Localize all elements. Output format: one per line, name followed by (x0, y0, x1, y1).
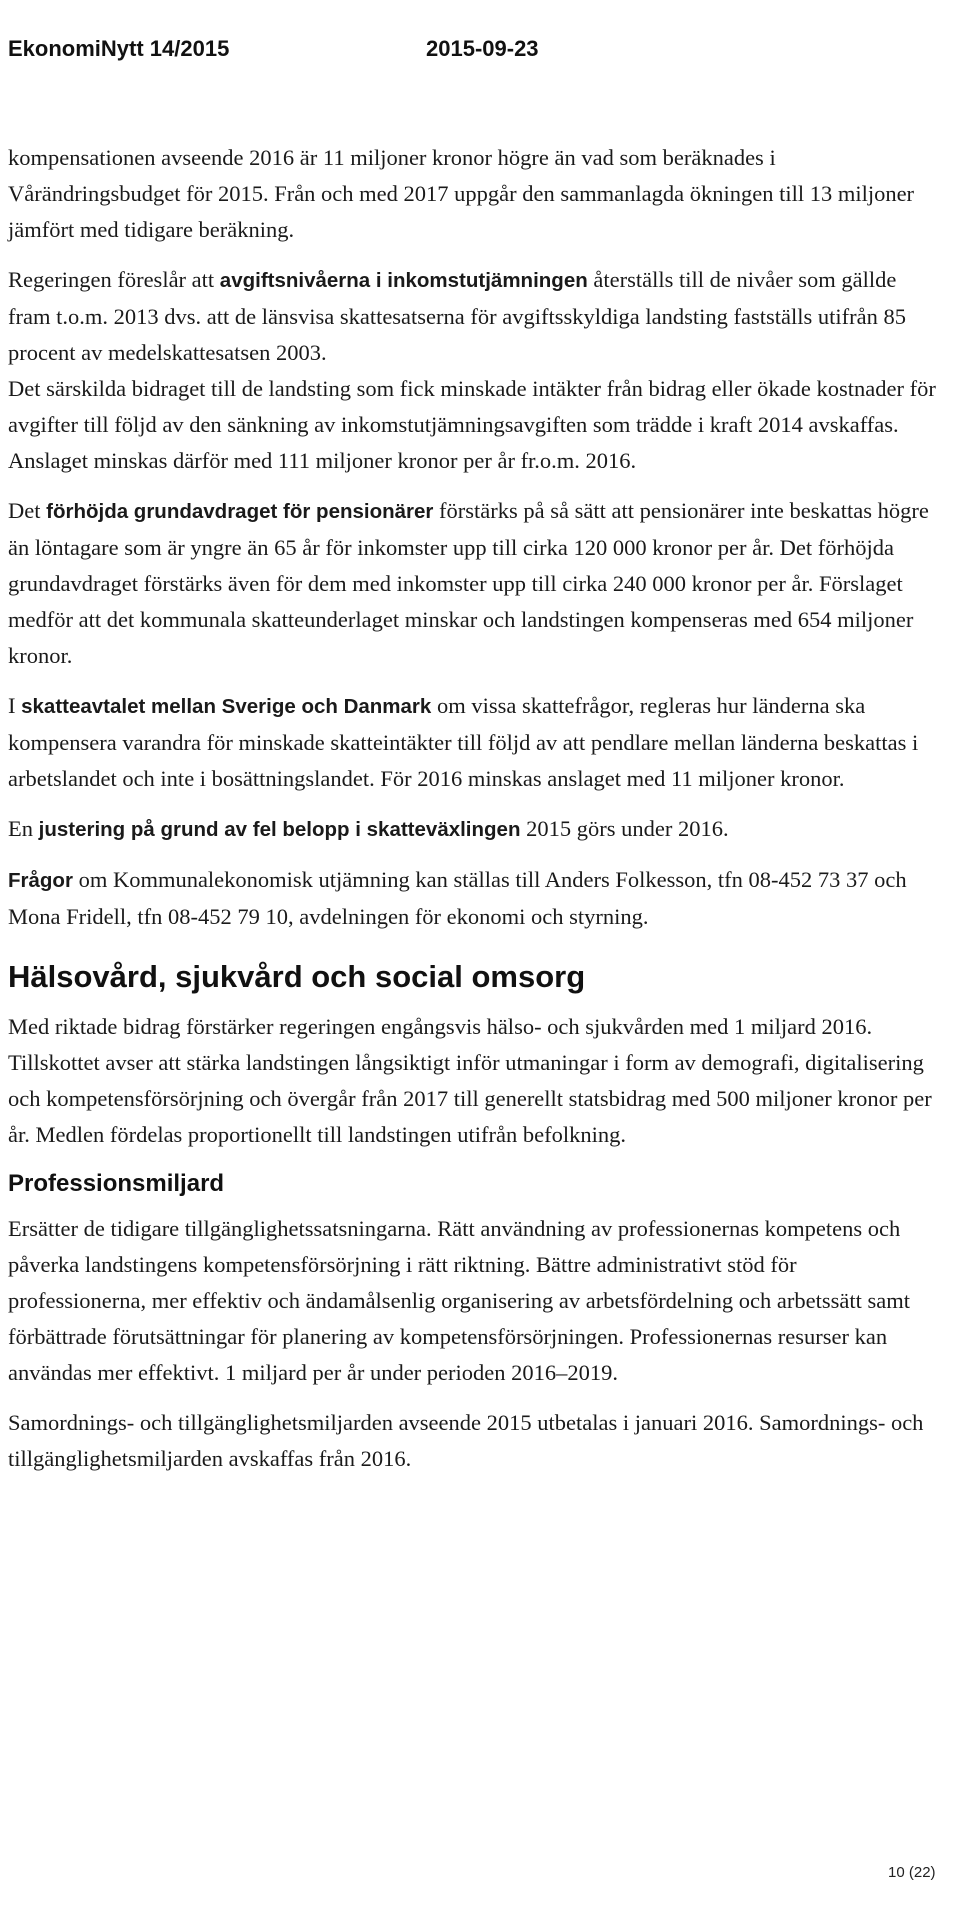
emphasis-term: Frågor (8, 869, 73, 892)
section-heading: Hälsovård, sjukvård och social omsorg (8, 959, 586, 994)
paragraph-text: En (8, 816, 39, 841)
publication-date: 2015-09-23 (426, 36, 539, 61)
paragraph-pensioners (8, 493, 938, 674)
paragraph-tax-agreement (8, 688, 938, 797)
emphasis-term: justering på grund av fel belopp i skatteväxlingen (38, 818, 521, 841)
paragraph-text: Det (8, 498, 47, 523)
publication-title: EkonomiNytt 14/2015 (8, 36, 230, 61)
paragraph-fee-levels (8, 262, 938, 371)
paragraph-text: om vissa skattefrågor, regleras hur länderna ska kompensera varandra för minskade skatteintäkter till följd av att pendlare mellan länderna beskattas i arbetslandet och inte i bosättningslandet. För 2016 minskas anslaget med 11 miljoner kronor. (8, 693, 919, 791)
paragraph-text: återställs till de nivåer som gällde fram t.o.m. 2013 dvs. att de länsvisa skattesatserna för avgiftsskyldiga landsting fastställs utifrån 85 procent av medelskattesatsen 2003. (8, 267, 906, 365)
page-number: 10 (22) (888, 1864, 936, 1881)
emphasis-term: avgiftsnivåerna i inkomstutjämningen (219, 269, 588, 292)
paragraph-health-care: Med riktade bidrag förstärker regeringen engångsvis hälso- och sjukvården med 1 miljard 2016. Tillskottet avser att stärka landstingen långsiktigt inför utmaningar i form av demografi, digitalisering och kompetensförsörjning och övergår från 2017 till generellt statsbidrag med 500 miljoner kronor per år. Medlen fördelas proportionellt till landstingen utifrån befolkning. (8, 1014, 932, 1147)
paragraph-coordination-billion: Samordnings- och tillgänglighetsmiljarden avseende 2015 utbetalas i januari 2016. Samordnings- och tillgänglighetsmiljarden avskaffas från 2016. (8, 1410, 924, 1471)
paragraph-questions (8, 862, 938, 935)
paragraph-adjustment (8, 811, 938, 848)
emphasis-term: skatteavtalet mellan Sverige och Danmark (21, 695, 432, 718)
paragraph-compensation: kompensationen avseende 2016 är 11 miljoner kronor högre än vad som beräknades i Vårändringsbudget för 2015. Från och med 2017 uppgår den sammanlagda ökningen till 13 miljoner jämfört med tidigare beräkning. (8, 145, 915, 242)
paragraph-text: förstärks på så sätt att pensionärer inte beskattas högre än löntagare som är yngre än 65 år för inkomster upp till cirka 120 000 kronor per år. Det förhöjda grundavdraget förstärks även för dem med inkomster upp till cirka 240 000 kronor per år. Förslaget medför att det kommunala skatteunderlaget minskar och landstingen kompenseras med 654 miljoner kronor. (8, 498, 929, 668)
paragraph-text: I (8, 693, 22, 718)
paragraph-text: om Kommunalekonomisk utjämning kan ställas till Anders Folkesson, tfn 08-452 73 37 och Mona Fridell, tfn 08-452 79 10, avdelningen för ekonomi och styrning. (8, 867, 907, 929)
paragraph-text: 2015 görs under 2016. (520, 816, 729, 841)
paragraph-profession-billion: Ersätter de tidigare tillgänglighetssatsningarna. Rätt användning av professionernas kompetens och påverka landstingens kompetensförsörjning i rätt riktning. Bättre administrativt stöd för professionerna, mer effektiv och ändamålsenlig organisering av arbetsfördelning och arbetssätt samt förbättrade förutsättningar för planering av kompetensförsörjningen. Professionernas resurser kan användas mer effektivt. 1 miljard per år under perioden 2016–2019. (8, 1216, 910, 1385)
subsection-heading: Professionsmiljard (8, 1170, 225, 1197)
paragraph-special-grant: Det särskilda bidraget till de landsting som fick minskade intäkter från bidrag eller ökade kostnader för avgifter till följd av den sänkning av inkomstutjämningsavgiften som trädde i kraft 2014 avskaffas. Anslaget minskas därför med 111 miljoner kronor per år fr.o.m. 2016. (8, 376, 936, 473)
document-body (8, 140, 938, 1491)
paragraph-text: Regeringen föreslår att (8, 267, 220, 292)
emphasis-term: förhöjda grundavdraget för pensionärer (46, 500, 434, 523)
